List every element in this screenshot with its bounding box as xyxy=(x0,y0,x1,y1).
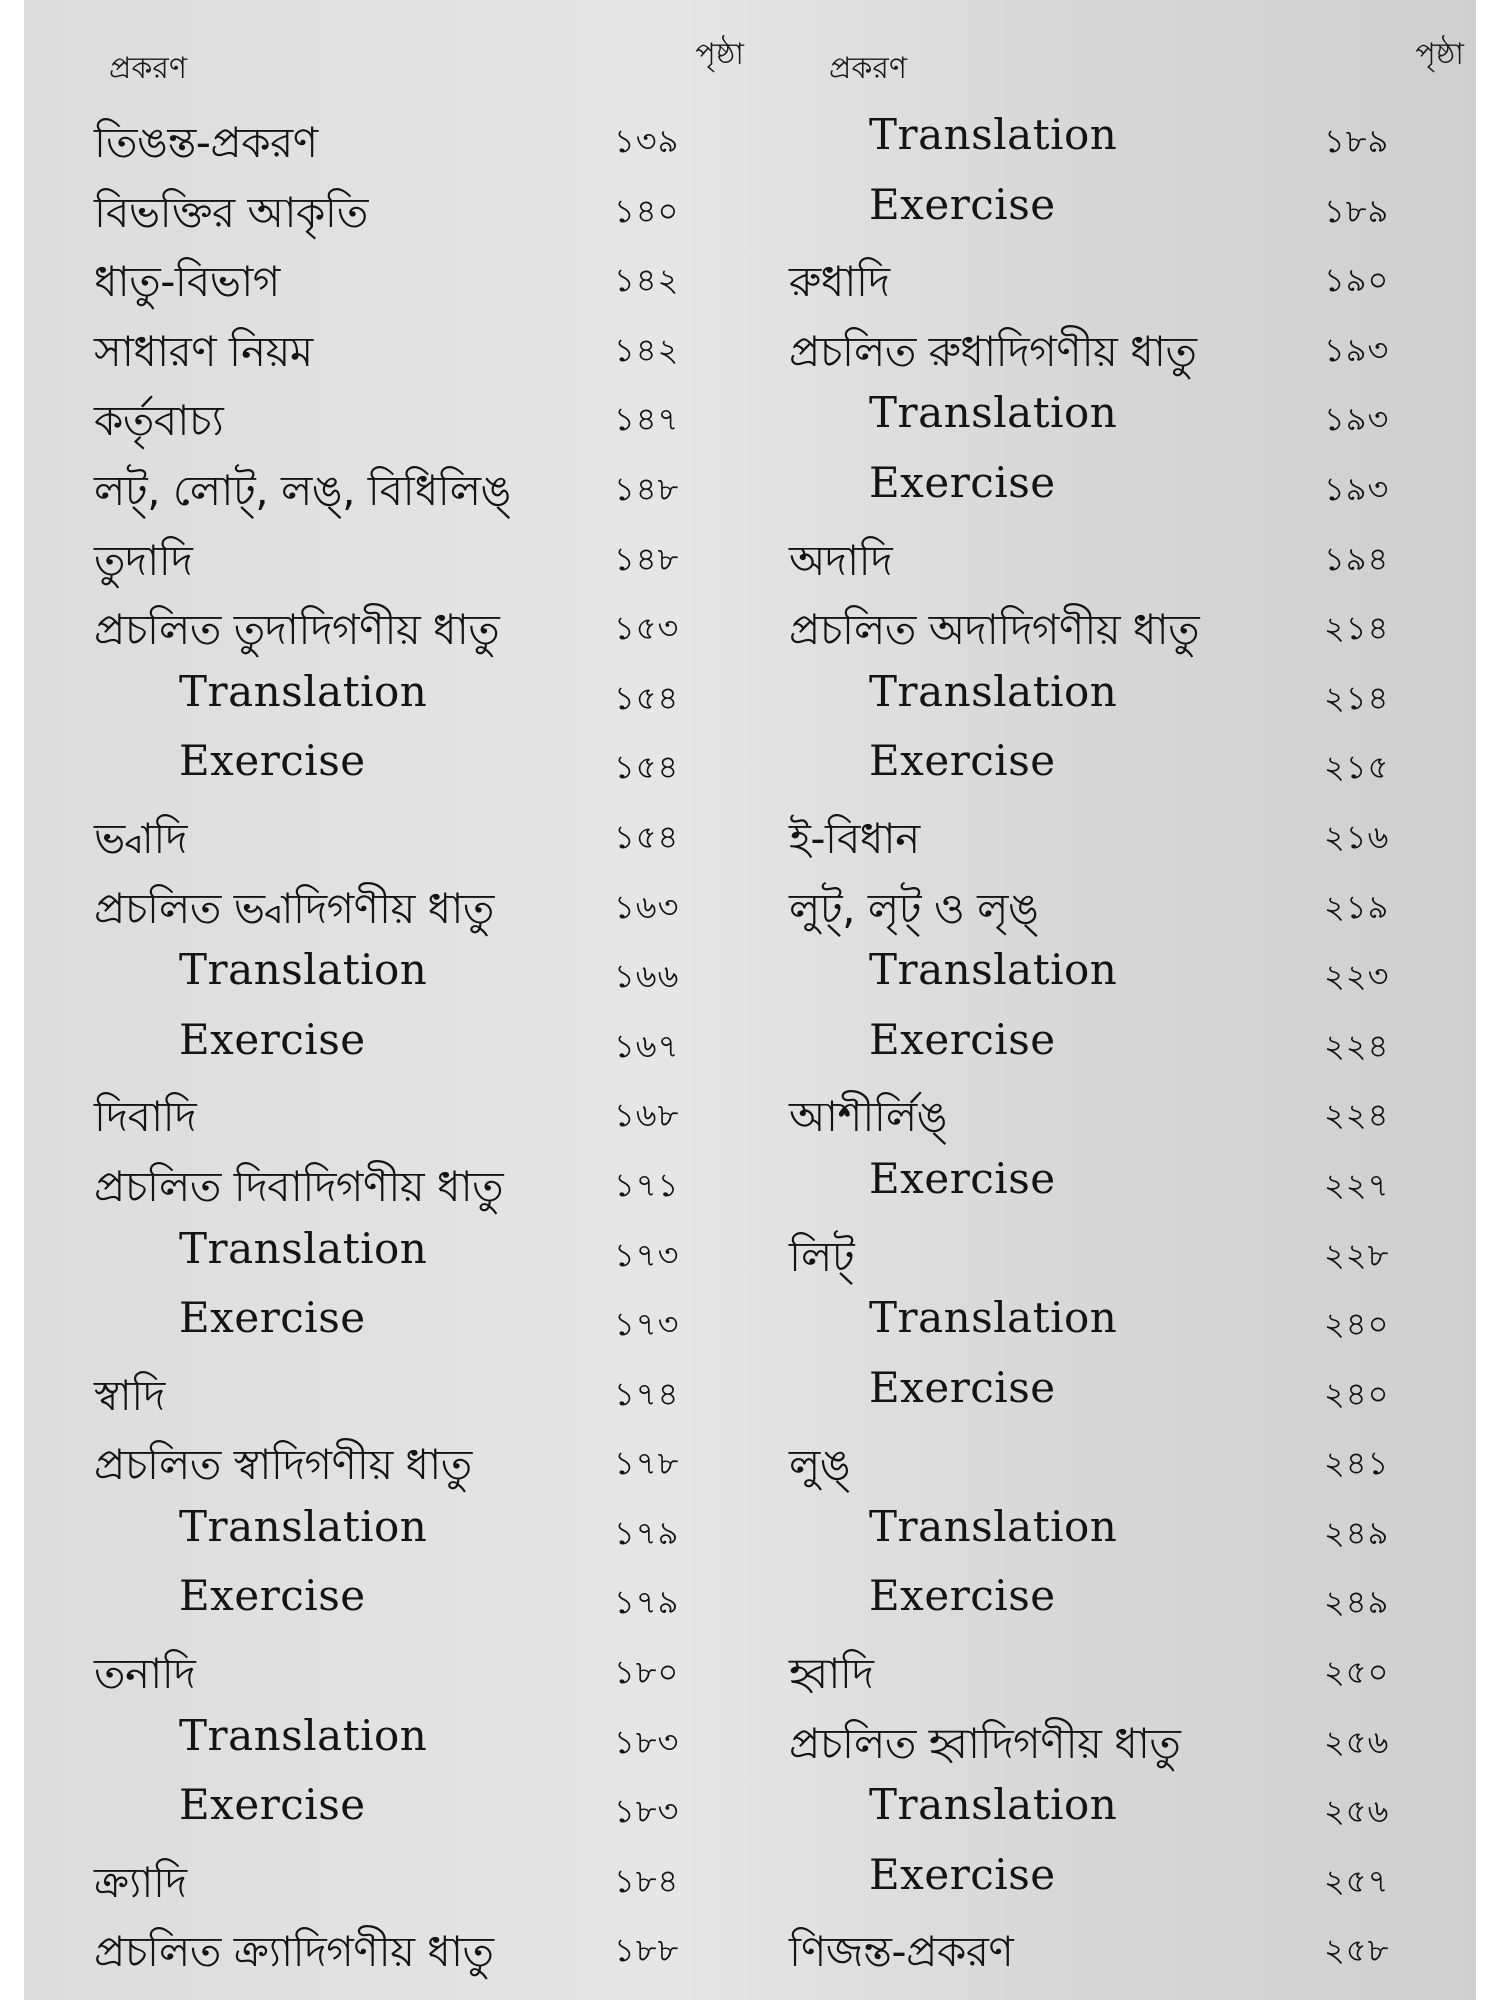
toc-entry-page: ১৭৩ xyxy=(614,1235,680,1274)
toc-entry-title: হ্বাদি xyxy=(789,1649,874,1699)
toc-entry xyxy=(784,100,1474,170)
toc-entry-title: Exercise xyxy=(179,1571,366,1621)
toc-entry-title: অদাদি xyxy=(789,535,893,585)
section-header-label: প্রকরণ xyxy=(109,51,188,86)
toc-entry xyxy=(64,1492,754,1562)
toc-entry-title: Translation xyxy=(869,1293,1118,1343)
column-header xyxy=(64,30,754,90)
toc-entry-page: ১৯৩ xyxy=(1324,469,1390,508)
toc-entry-title: Exercise xyxy=(869,1849,1056,1899)
book-page xyxy=(24,0,1476,2000)
toc-entry-title: ণিজন্ত-প্রকরণ xyxy=(789,1927,1014,1977)
toc-entry-title: Exercise xyxy=(869,736,1056,786)
toc-entry-title: Translation xyxy=(869,388,1118,438)
toc-entry-page: ২৪০ xyxy=(1324,1305,1390,1344)
toc-entry xyxy=(64,587,754,657)
toc-entry-title: Exercise xyxy=(179,1293,366,1343)
toc-entry-title: লুট্, লৃট্ ও লৃঙ্ xyxy=(789,883,1039,933)
toc-entry-title: Translation xyxy=(869,110,1118,159)
toc-entry-page: ১৫৪ xyxy=(614,678,680,717)
toc-entry-page: ১৬৮ xyxy=(614,1096,680,1135)
toc-entry-title: প্রচলিত ক্র্যাদিগণীয় ধাতু xyxy=(94,1927,494,1977)
column-header xyxy=(784,30,1474,90)
toc-list xyxy=(784,100,1474,1979)
toc-entry xyxy=(784,1422,1474,1492)
toc-entry-title: Exercise xyxy=(179,1014,366,1064)
toc-entry-title: Exercise xyxy=(869,1014,1056,1064)
toc-entry xyxy=(784,170,1474,240)
toc-entry-title: স্বাদি xyxy=(94,1370,165,1420)
toc-entry xyxy=(64,1144,754,1214)
toc-entry xyxy=(64,309,754,379)
toc-entry-page: ১৬৩ xyxy=(614,887,680,926)
toc-entry-page: ১৫৩ xyxy=(614,609,680,648)
toc-entry xyxy=(64,796,754,866)
toc-entry xyxy=(64,866,754,936)
toc-entry xyxy=(64,378,754,448)
toc-entry xyxy=(64,1283,754,1353)
toc-entry-page: ২১৪ xyxy=(1324,678,1390,717)
toc-entry-title: তিঙন্ত-প্রকরণ xyxy=(94,118,318,167)
toc-entry-title: Exercise xyxy=(869,1571,1056,1621)
page-header-label: পৃষ্ঠা xyxy=(1415,37,1464,72)
toc-entry-page: ১৫৪ xyxy=(614,817,680,856)
toc-entry-title: Translation xyxy=(179,945,428,995)
toc-right-column xyxy=(784,0,1474,2000)
toc-entry xyxy=(64,657,754,727)
toc-entry-page: ১৯০ xyxy=(1324,261,1390,300)
toc-entry-title: Exercise xyxy=(869,1153,1056,1203)
toc-entry-page: ২২৪ xyxy=(1324,1026,1390,1065)
toc-entry-title: রুধাদি xyxy=(789,257,890,307)
toc-entry-title: Exercise xyxy=(869,1362,1056,1412)
page-header-label: পৃষ্ঠা xyxy=(695,37,744,72)
toc-entry xyxy=(64,1770,754,1840)
toc-entry-title: প্রচলিত স্বাদিগণীয় ধাতু xyxy=(94,1440,472,1490)
toc-entry-title: প্রচলিত ভ্বাদিগণীয় ধাতু xyxy=(94,883,494,933)
toc-entry-page: ১৭৪ xyxy=(614,1374,680,1413)
toc-entry-title: সাধারণ নিয়ম xyxy=(94,326,313,376)
toc-entry-title: তুদাদি xyxy=(94,535,193,585)
toc-entry xyxy=(64,1561,754,1631)
toc-entry xyxy=(64,1909,754,1979)
toc-entry-page: ১৪২ xyxy=(614,261,680,300)
toc-entry-title: Exercise xyxy=(869,179,1056,229)
toc-entry xyxy=(64,1840,754,1910)
toc-entry xyxy=(784,1074,1474,1144)
toc-entry-title: Translation xyxy=(869,1501,1118,1551)
toc-entry-title: দিবাদি xyxy=(94,1092,197,1142)
toc-entry xyxy=(784,309,1474,379)
toc-entry xyxy=(784,1144,1474,1214)
toc-entry xyxy=(64,935,754,1005)
toc-entry-page: ১৯৩ xyxy=(1324,330,1390,369)
toc-entry-page: ১৬৬ xyxy=(614,957,680,996)
toc-entry-page: ২৫৬ xyxy=(1324,1722,1390,1761)
toc-entry-page: ১৪৭ xyxy=(614,400,680,439)
toc-entry-title: ক্র্যাদি xyxy=(94,1857,187,1907)
toc-entry-page: ২৫০ xyxy=(1324,1653,1390,1692)
toc-entry-title: প্রচলিত তুদাদিগণীয় ধাতু xyxy=(94,605,500,655)
toc-list xyxy=(64,100,754,1979)
toc-entry-page: ১৩৯ xyxy=(614,122,680,160)
toc-entry xyxy=(784,1909,1474,1979)
toc-entry xyxy=(784,1701,1474,1771)
toc-entry-page: ১৮৩ xyxy=(614,1792,680,1831)
toc-entry-title: Translation xyxy=(869,945,1118,995)
toc-entry xyxy=(64,1005,754,1075)
section-header-label: প্রকরণ xyxy=(829,51,908,86)
toc-entry xyxy=(784,378,1474,448)
toc-entry-title: প্রচলিত রুধাদিগণীয় ধাতু xyxy=(789,326,1197,376)
toc-entry-title: আশীর্লিঙ্ xyxy=(789,1092,947,1142)
toc-entry xyxy=(784,587,1474,657)
toc-entry-page: ১৯৩ xyxy=(1324,400,1390,439)
toc-entry-title: লুঙ্ xyxy=(789,1440,851,1490)
toc-entry-page: ২৪১ xyxy=(1324,1444,1390,1483)
toc-entry xyxy=(64,1422,754,1492)
toc-entry xyxy=(784,1840,1474,1910)
toc-entry xyxy=(784,1561,1474,1631)
toc-entry-title: Translation xyxy=(869,1780,1118,1830)
toc-entry xyxy=(784,1492,1474,1562)
toc-entry-page: ১৮৩ xyxy=(614,1722,680,1761)
toc-entry xyxy=(784,657,1474,727)
toc-entry xyxy=(784,1770,1474,1840)
toc-entry-page: ২৪৯ xyxy=(1324,1583,1390,1622)
toc-entry-title: লট্, লোট্, লঙ্, বিধিলিঙ্ xyxy=(94,465,511,515)
toc-left-column xyxy=(64,0,754,2000)
toc-entry-page: ১৬৭ xyxy=(614,1026,680,1065)
toc-entry-title: Translation xyxy=(869,666,1118,716)
toc-entry-title: কর্তৃবাচ্য xyxy=(94,396,224,446)
toc-entry-title: ভ্বাদি xyxy=(94,813,187,863)
toc-entry-page: ১৪০ xyxy=(614,191,680,230)
toc-entry-page: ১৭১ xyxy=(614,1165,680,1204)
toc-entry-page: ১৮৪ xyxy=(614,1861,680,1900)
toc-entry xyxy=(64,1701,754,1771)
toc-entry-title: বিভক্তির আকৃতি xyxy=(94,187,368,237)
toc-entry-title: ই-বিধান xyxy=(789,813,920,863)
toc-entry-page: ১৭৩ xyxy=(614,1305,680,1344)
toc-entry-page: ১৭৯ xyxy=(614,1513,680,1552)
toc-entry-page: ১৪৮ xyxy=(614,469,680,508)
toc-entry xyxy=(64,726,754,796)
toc-entry xyxy=(784,796,1474,866)
toc-entry xyxy=(64,1631,754,1701)
toc-entry-page: ২২৩ xyxy=(1324,957,1390,996)
toc-entry xyxy=(784,239,1474,309)
toc-entry xyxy=(64,1074,754,1144)
toc-entry-title: লিট্ xyxy=(789,1231,855,1281)
toc-entry xyxy=(64,100,754,170)
toc-entry-page: ২১৬ xyxy=(1324,817,1390,856)
toc-entry-page: ২৪০ xyxy=(1324,1374,1390,1413)
toc-entry-page: ১৮৮ xyxy=(614,1931,680,1970)
toc-entry-page: ১৮০ xyxy=(614,1653,680,1692)
toc-entry xyxy=(64,170,754,240)
toc-entry xyxy=(64,518,754,588)
toc-entry xyxy=(784,935,1474,1005)
toc-entry-title: Exercise xyxy=(179,736,366,786)
toc-entry-title: Exercise xyxy=(179,1780,366,1830)
toc-entry-page: ১৭৮ xyxy=(614,1444,680,1483)
toc-entry-title: Translation xyxy=(179,1710,428,1760)
toc-entry-title: Translation xyxy=(179,666,428,716)
toc-entry xyxy=(64,239,754,309)
toc-entry-title: Translation xyxy=(179,1501,428,1551)
toc-entry xyxy=(784,1353,1474,1423)
toc-entry-title: Translation xyxy=(179,1223,428,1273)
toc-entry-page: ২৫৭ xyxy=(1324,1861,1390,1900)
toc-entry xyxy=(784,866,1474,936)
toc-entry-page: ২১৫ xyxy=(1324,748,1390,787)
toc-entry xyxy=(784,448,1474,518)
toc-entry-page: ২২৮ xyxy=(1324,1235,1390,1274)
toc-entry-page: ২২৪ xyxy=(1324,1096,1390,1135)
toc-entry-page: ১৪২ xyxy=(614,330,680,369)
toc-entry-page: ২২৭ xyxy=(1324,1165,1390,1204)
toc-entry-title: প্রচলিত হ্বাদিগণীয় ধাতু xyxy=(789,1718,1181,1768)
toc-entry-page: ১৭৯ xyxy=(614,1583,680,1622)
toc-entry-page: ১৯৪ xyxy=(1324,539,1390,578)
toc-entry xyxy=(784,726,1474,796)
toc-entry xyxy=(784,518,1474,588)
toc-entry-title: Exercise xyxy=(869,457,1056,507)
toc-entry-title: প্রচলিত অদাদিগণীয় ধাতু xyxy=(789,605,1200,655)
toc-entry xyxy=(784,1283,1474,1353)
toc-entry xyxy=(784,1214,1474,1284)
toc-entry xyxy=(64,1214,754,1284)
toc-entry-page: ২৪৯ xyxy=(1324,1513,1390,1552)
toc-entry-page: ২১৯ xyxy=(1324,887,1390,926)
toc-entry xyxy=(64,448,754,518)
toc-entry-title: প্রচলিত দিবাদিগণীয় ধাতু xyxy=(94,1161,504,1211)
toc-entry-page: ২১৪ xyxy=(1324,609,1390,648)
toc-entry xyxy=(784,1631,1474,1701)
toc-entry xyxy=(64,1353,754,1423)
toc-entry-page: ১৮৯ xyxy=(1324,122,1390,160)
toc-entry-page: ১৪৮ xyxy=(614,539,680,578)
toc-entry-page: ১৫৪ xyxy=(614,748,680,787)
toc-entry-page: ১৮৯ xyxy=(1324,191,1390,230)
toc-entry-page: ২৫৬ xyxy=(1324,1792,1390,1831)
toc-entry-title: ধাতু-বিভাগ xyxy=(94,257,280,307)
toc-entry xyxy=(784,1005,1474,1075)
toc-entry-title: তনাদি xyxy=(94,1649,196,1699)
toc-entry-page: ২৫৮ xyxy=(1324,1931,1390,1970)
